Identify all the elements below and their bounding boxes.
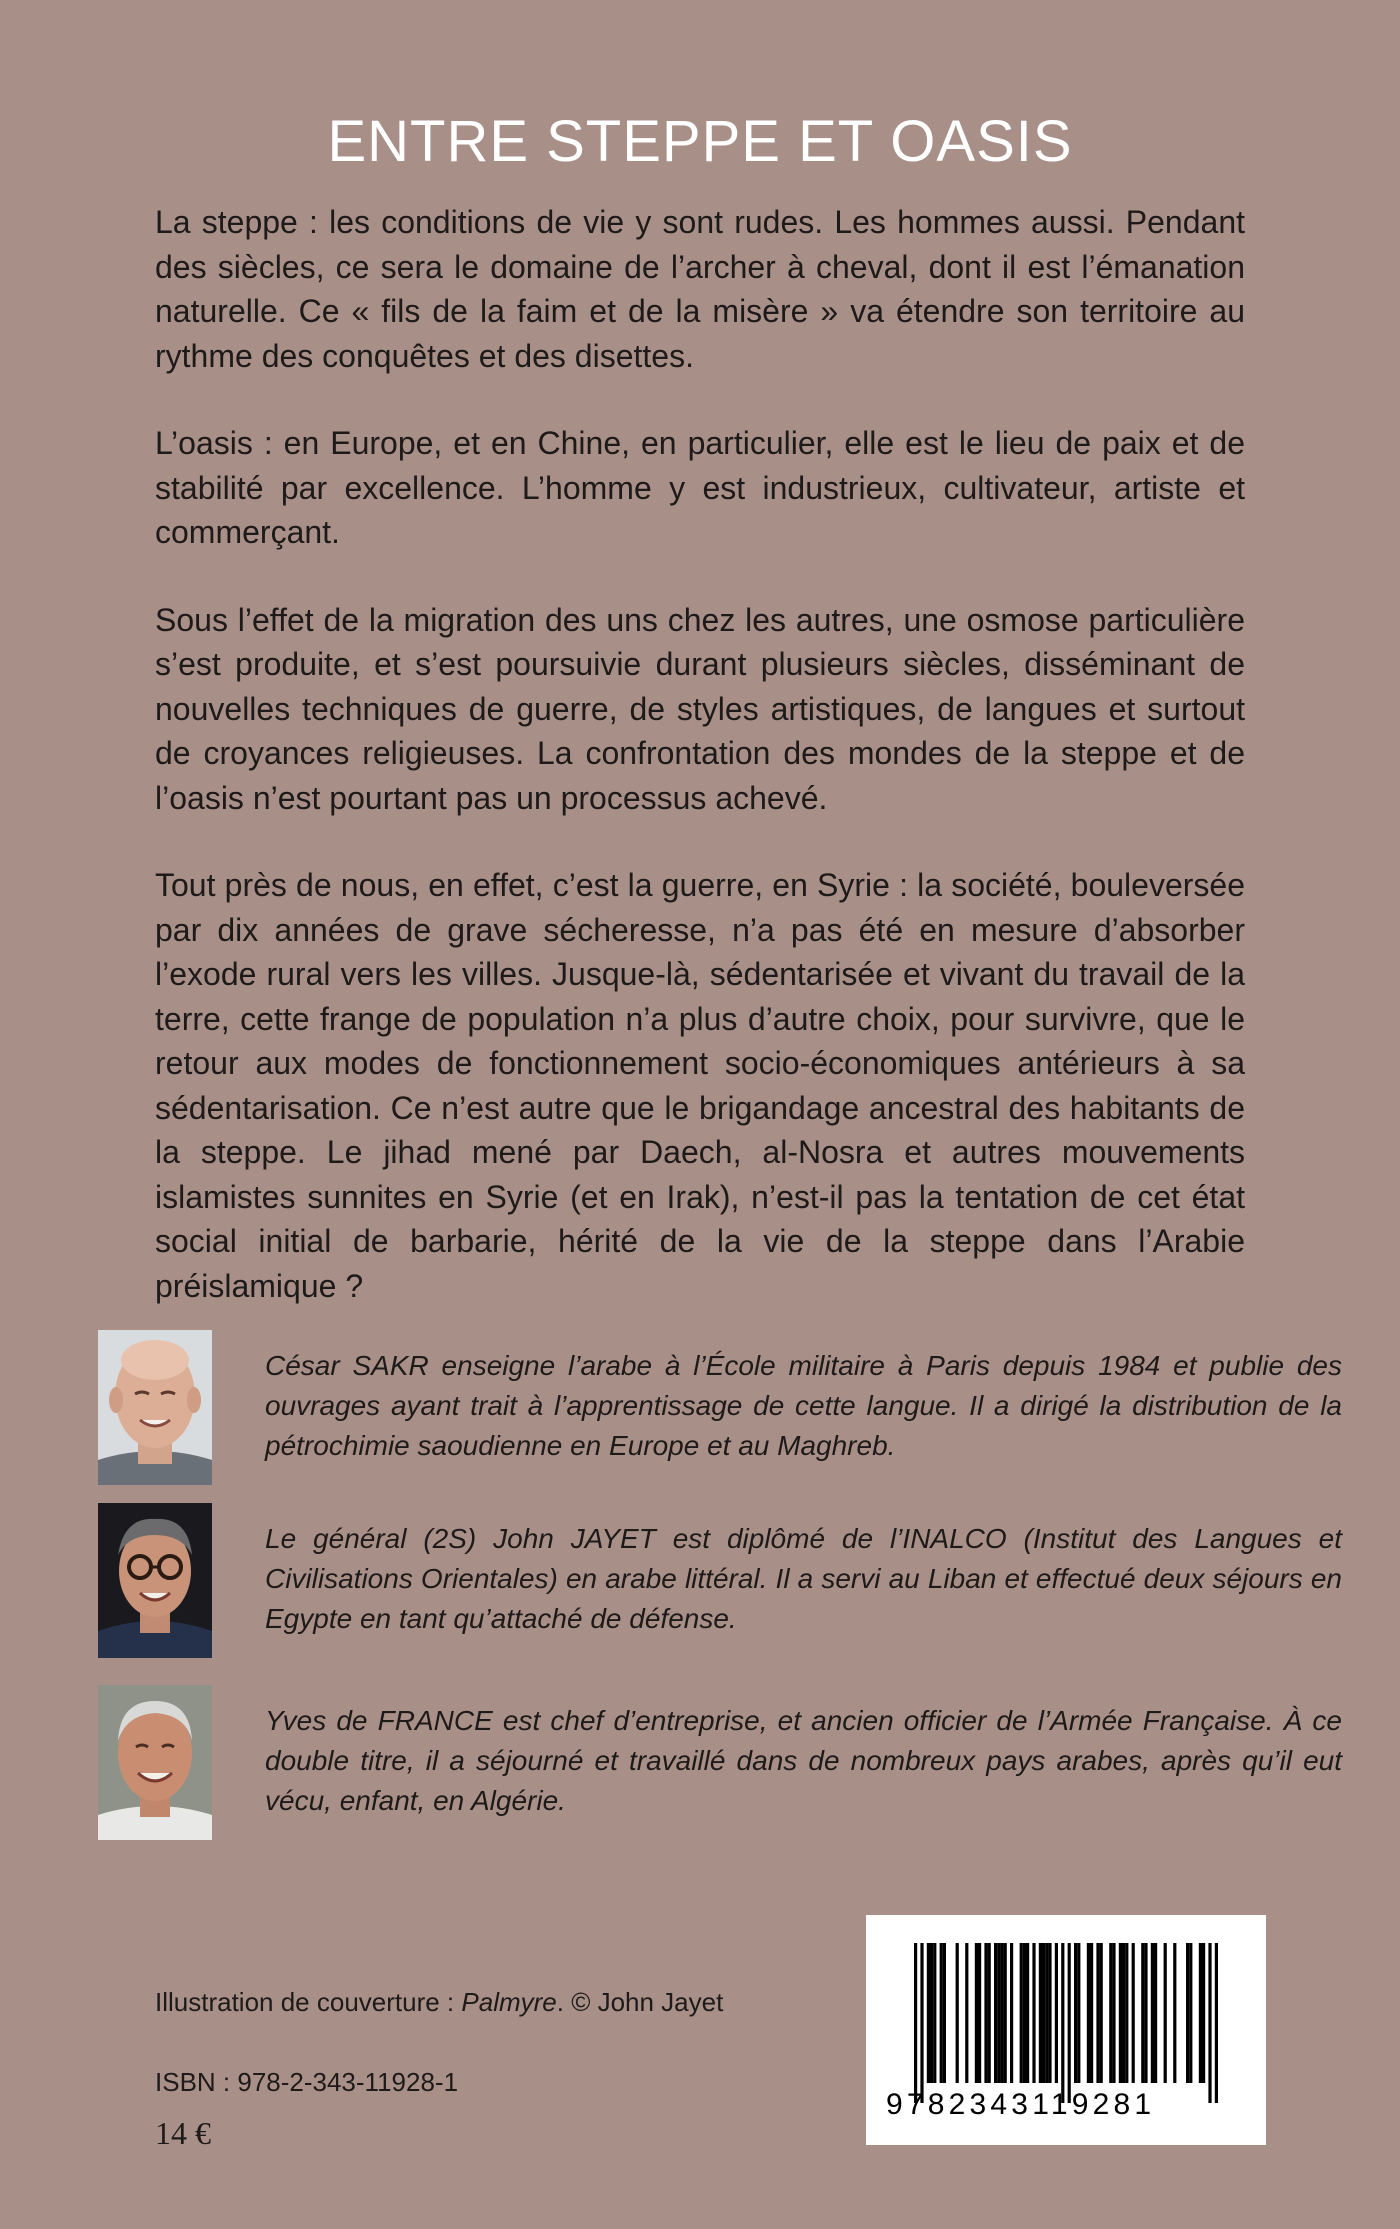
- paragraph-oasis: L’oasis : en Europe, et en Chine, en particulier, elle est le lieu de paix et de stabilité par excellence. L’homme y est industrieux, cultivateur, artiste et commerçant.: [155, 425, 1245, 550]
- barcode-bar: [1154, 1943, 1157, 2083]
- barcode-bar: [1122, 1943, 1125, 2083]
- isbn: ISBN : 978-2-343-11928-1: [155, 2067, 459, 2097]
- barcode-bar: [1173, 1943, 1176, 2083]
- credit-prefix: Illustration de couverture :: [155, 1987, 462, 2017]
- barcode-bar: [943, 1943, 946, 2083]
- barcode-bar: [1032, 1943, 1035, 2083]
- author-block-sakr: [98, 1330, 1342, 1485]
- barcode-bar: [1068, 1943, 1071, 2103]
- barcode-bar: [988, 1943, 991, 2083]
- author-bio-jayet: Le général (2S) John JAYET est diplômé de l’INALCO (Institut des Langues et Civilisations Orientales) en arabe littéral. Il a servi au Liban et effectué deux séjours en Egypte en tant qu’attaché de défense.: [265, 1523, 1342, 1634]
- barcode-bar: [1112, 1943, 1115, 2083]
- barcode-bar: [997, 1943, 1000, 2083]
- barcode-bar: [1132, 1943, 1135, 2083]
- barcode-bar: [933, 1943, 936, 2083]
- barcode-bar: [1039, 1943, 1042, 2083]
- author-bio-france: Yves de FRANCE est chef d’entreprise, et ancien officier de l’Armée Française. À ce double titre, il a séjourné et travaillé dans de nombreux pays arabes, après qu’il eut vécu, enfant, en Algérie.: [265, 1705, 1342, 1816]
- barcode-bar: [1164, 1943, 1167, 2083]
- barcode-bar: [1074, 1943, 1077, 2083]
- barcode-bar: [965, 1943, 968, 2083]
- cover-illustration-credit: [155, 1987, 723, 2018]
- barcode-bar: [1048, 1943, 1051, 2083]
- book-title: ENTRE STEPPE ET OASIS: [327, 109, 1073, 174]
- barcode-bar: [914, 1943, 917, 2103]
- barcode-bar: [984, 1943, 987, 2083]
- author-bio-sakr: César SAKR enseigne l’arabe à l’École militaire à Paris depuis 1984 et publie des ouvrages ayant trait à l’apprentissage de cette langue. Il a dirigé la distribution de la pétrochimie saoudienne en Europe et au Maghreb.: [265, 1350, 1342, 1461]
- barcode-bar: [1010, 1943, 1013, 2083]
- barcode-bar: [1004, 1943, 1007, 2083]
- paragraph-osmose: Sous l’effet de la migration des uns chez les autres, une osmose particulière s’est produite, et s’est poursuivie durant plusieurs siècles, disséminant de nouvelles techniques de guerre, de styles artistiques, de langues et surtout de croyances religieuses. La confrontation des mondes de la steppe et de l’oasis n’est pourtant pas un processus achevé.: [155, 601, 1245, 816]
- barcode-bar: [1090, 1943, 1093, 2083]
- barcode-bar: [1141, 1943, 1144, 2083]
- barcode-bar: [1077, 1943, 1080, 2083]
- barcode-bar: [1119, 1943, 1122, 2083]
- barcode-bar: [1026, 1943, 1029, 2083]
- author-block-france: [98, 1685, 1342, 1840]
- barcode: [866, 1915, 1266, 2145]
- barcode-bar: [1087, 1943, 1090, 2083]
- barcode-bar: [1055, 1943, 1058, 2083]
- barcode-bar: [1202, 1943, 1205, 2083]
- author-photo-france: [98, 1685, 212, 1840]
- back-cover-blurb: [155, 200, 1245, 1351]
- author-photo-jayet: [98, 1503, 212, 1658]
- price: 14 €: [155, 2115, 211, 2151]
- paragraph-steppe: La steppe : les conditions de vie y sont rudes. Les hommes aussi. Pendant des siècles, ce sera le domaine de l’archer à cheval, dont il est l’émanation naturelle. Ce « fils de la faim et de la misère » va étendre son territoire au rythme des conquêtes et des disettes.: [155, 204, 1245, 374]
- barcode-bar: [1109, 1943, 1112, 2083]
- barcode-bar: [940, 1943, 943, 2083]
- barcode-bar: [927, 1943, 930, 2083]
- barcode-bar: [1042, 1943, 1045, 2083]
- credit-work-title: Palmyre: [461, 1987, 557, 2017]
- credit-suffix: . © John Jayet: [556, 1987, 724, 2017]
- barcode-bar: [1144, 1943, 1147, 2083]
- barcode-bar: [1045, 1943, 1048, 2083]
- barcode-bar: [1208, 1943, 1211, 2103]
- barcode-bar: [1000, 1943, 1003, 2083]
- barcode-bar: [1151, 1943, 1154, 2083]
- barcode-bar: [1020, 1943, 1023, 2083]
- paragraph-syrie: Tout près de nous, en effet, c’est la guerre, en Syrie : la société, bouleversée par dix années de grave sécheresse, n’a pas été en mesure d’absorber l’exode rural vers les villes. Jusque-là, sédentarisée et vivant du travail de la terre, cette frange de population n’a plus d’autre choix, pour survivre, que le retour aux modes de fonctionnement socio-économiques antérieurs à sa sédentarisation. Ce n’est autre que le brigandage ancestral des habitants de la steppe. Le jihad mené par Daech, al-Nosra et autres mouvements islamistes sunnites en Syrie (et en Irak), n’est-il pas la tentation de cet état social initial de barbarie, hérité de la vie de la steppe dans l’Arabie préislamique ?: [155, 867, 1245, 1304]
- barcode-bar: [978, 1943, 981, 2083]
- barcode-bar: [920, 1943, 923, 2103]
- barcode-bar: [994, 1943, 997, 2083]
- author-photo-sakr: [98, 1330, 212, 1485]
- barcode-bar: [975, 1943, 978, 2083]
- barcode-bar: [1125, 1943, 1128, 2083]
- barcode-bar: [1186, 1943, 1189, 2083]
- barcode-digits: 9782343119281: [886, 2088, 1156, 2121]
- author-block-jayet: [98, 1503, 1342, 1658]
- barcode-bar: [1199, 1943, 1202, 2083]
- barcode-bar: [930, 1943, 933, 2083]
- barcode-bar: [1189, 1943, 1192, 2083]
- barcode-bar: [1100, 1943, 1103, 2083]
- barcode-bar: [1096, 1943, 1099, 2083]
- barcode-bar: [956, 1943, 959, 2083]
- barcode-bar: [1215, 1943, 1218, 2103]
- barcode-bar: [1061, 1943, 1064, 2103]
- barcode-bar: [1023, 1943, 1026, 2083]
